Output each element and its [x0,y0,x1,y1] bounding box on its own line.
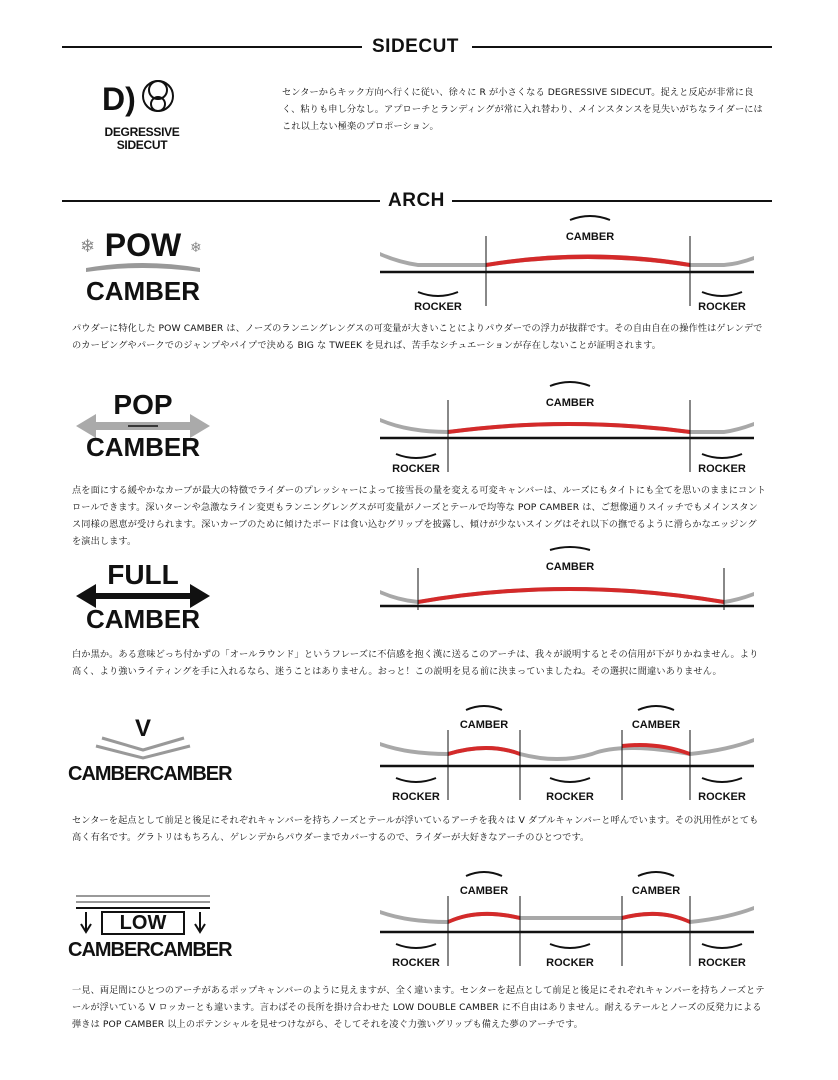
degressive-sidecut-icon [96,72,188,122]
wave-icon [86,263,200,272]
rocker-label: ROCKER [546,791,594,803]
rocker-label: ROCKER [698,463,746,475]
camber-section [486,255,690,268]
rocker-label: ROCKER [698,791,746,803]
rocker-arc-icon [550,944,590,948]
pow-camber-logo [72,228,214,308]
logo-line2: SIDECUT [116,138,168,152]
full-description: 白か黒か。ある意味どっち付かずの「オールラウンド」というフレーズに不信感を抱く漢に送るこのアーチは、我々が説明するとその信用が下がりかねません。より高く、より強いライティングを手に入れるなら、迷うことはありません。おっと！この説明を見る前に決まっていましたね。その選択に間違いありません。 [72,649,759,677]
degressive-sidecut-logo [96,72,188,156]
rocker-arc-icon [418,292,458,296]
sidecut-description: センターからキック方向へ行くに従い、徐々に R が小さくなる DEGRESSIVE SIDECUT。捉えと反応が非常に良く、粘りも申し分なし。アプローチとランディングが常に入れ替わり、メインスタンスを見失いがちなライダーにはこれ以上ない極楽のプロポーション。 [282,87,763,132]
camber-label: CAMBER [631,885,681,897]
camber-label: CAMBER [459,719,509,731]
rocker-arc-icon [396,944,436,948]
camber-arc-icon [638,706,674,710]
full-camber-diagram [378,544,758,624]
v-logo-top: V [134,715,151,742]
rocker-arc-icon [702,292,742,296]
rocker-label: ROCKER [414,301,462,313]
camber-section [448,912,520,924]
camber-arc-icon [466,706,502,710]
camber-label: CAMBER [565,231,615,243]
chevron-icon [96,746,190,758]
v-camber-logo [68,715,232,790]
pow-camber-diagram [378,206,758,316]
camber-label: CAMBER [459,885,509,897]
low-camber-diagram [378,866,758,976]
board-profile [380,252,754,267]
camber-arc-icon [550,382,590,386]
rocker-arc-icon [396,454,436,458]
rocker-arc-icon [550,778,590,782]
camber-arc-icon [638,872,674,876]
pop-logo-top: POP [113,389,173,420]
pop-camber-logo [72,390,214,462]
pow-description: パウダーに特化した POW CAMBER は、ノーズのランニングレングスの可変量が大きいことによりパウダーでの浮力が抜群です。その自由自在の操作性はゲレンデでのカービングやパークでのジャンプやパイプで決める BIG な TWEEK を見れば、苦手なシチュエーションが存在しないことが証明されます。 [72,323,763,351]
camber-section [622,912,690,924]
logo-line1: DEGRESSIVE [104,125,180,139]
board-profile [380,738,754,761]
rocker-label: ROCKER [546,957,594,969]
arch-rule-left [62,200,382,202]
camber-label: CAMBER [545,397,595,409]
camber-arc-icon [570,216,610,220]
rocker-arc-icon [702,944,742,948]
rocker-arc-icon [702,778,742,782]
rocker-label: ROCKER [698,957,746,969]
low-logo-top: LOW [119,912,167,934]
rocker-label: ROCKER [698,301,746,313]
rocker-label: ROCKER [392,463,440,475]
camber-label: CAMBER [545,561,595,573]
rocker-label: ROCKER [392,957,440,969]
low-logo-bottom: CAMBERCAMBER [68,939,232,961]
arch-rule-right [452,200,772,202]
pow-logo-bottom: CAMBER [85,276,201,306]
sidecut-title: SIDECUT [364,36,467,58]
logo-mark: D) [102,81,136,117]
low-description: 一見、両足間にひとつのアーチがあるポップキャンバーのように見えますが、全く違います。センターを起点として前足と後足にそれぞれキャンバーを持ちノーズとテールが浮いている V ロッカーとも違います。言わばその長所を掛け合わせた LOW DOUBLE CAMBER に不自由はありません。耐えるテールとノーズの反発力による弾きは POP CAMBER 以上のポテンシャルを見せつけながら、そしてそれを凌ぐ力強いグリップも備えた夢のアーチです。 [72,985,765,1030]
arch-title: ARCH [380,190,453,212]
board-profile [380,906,754,924]
low-camber-logo [68,892,232,966]
camber-section [418,587,724,604]
camber-arc-icon [550,547,590,550]
v-logo-bottom: CAMBERCAMBER [68,763,232,785]
snowflake-icon: ❄ [80,236,96,257]
pop-description: 点を面にする緩やかなカーブが最大の特徴でライダーのプレッシャーによって接雪長の量を変える可変キャンバーは、ルーズにもタイトにも全てを思いのままにコントロールできます。深いターンや急激なライン変更もランニングレングスが可変量がノーズとテールで均等な POP CAMBER は、ご想像通りスイッチでもメインスタンス同様の恩恵が受けられます。深いカーブのために傾けたボードは食い込むグリップを披露し、傾けが少ないスイングはそれ以下の撫でるように滑らかなエッジングを演出します。 [72,485,766,547]
arrow-down-icon [195,912,205,932]
v-camber-diagram [378,700,758,810]
rocker-label: ROCKER [392,791,440,803]
snowflake-icon: ❄ [190,240,202,256]
pop-logo-bottom: CAMBER [85,432,201,462]
rocker-arc-icon [702,454,742,458]
arrow-down-icon [81,912,91,932]
pow-logo-top: POW [104,227,182,263]
rocker-arc-icon [396,778,436,782]
camber-arc-icon [466,872,502,876]
camber-section [448,746,520,756]
full-logo-bottom: CAMBER [85,604,201,634]
full-camber-logo [72,560,214,634]
sidecut-rule-left [62,46,362,48]
pop-camber-diagram [378,372,758,482]
sidecut-rule-right [472,46,772,48]
full-logo-top: FULL [107,559,179,590]
v-description: センターを起点として前足と後足にそれぞれキャンバーを持ちノーズとテールが浮いているアーチを我々は V ダブルキャンバーと呼んでいます。その汎用性がとても高く有名です。グラトリはもちろん、ゲレンデからパウダーまでカバーするので、ライダーが大好きなアーチのひとつです。 [72,815,759,843]
camber-label: CAMBER [631,719,681,731]
camber-section [448,422,690,434]
